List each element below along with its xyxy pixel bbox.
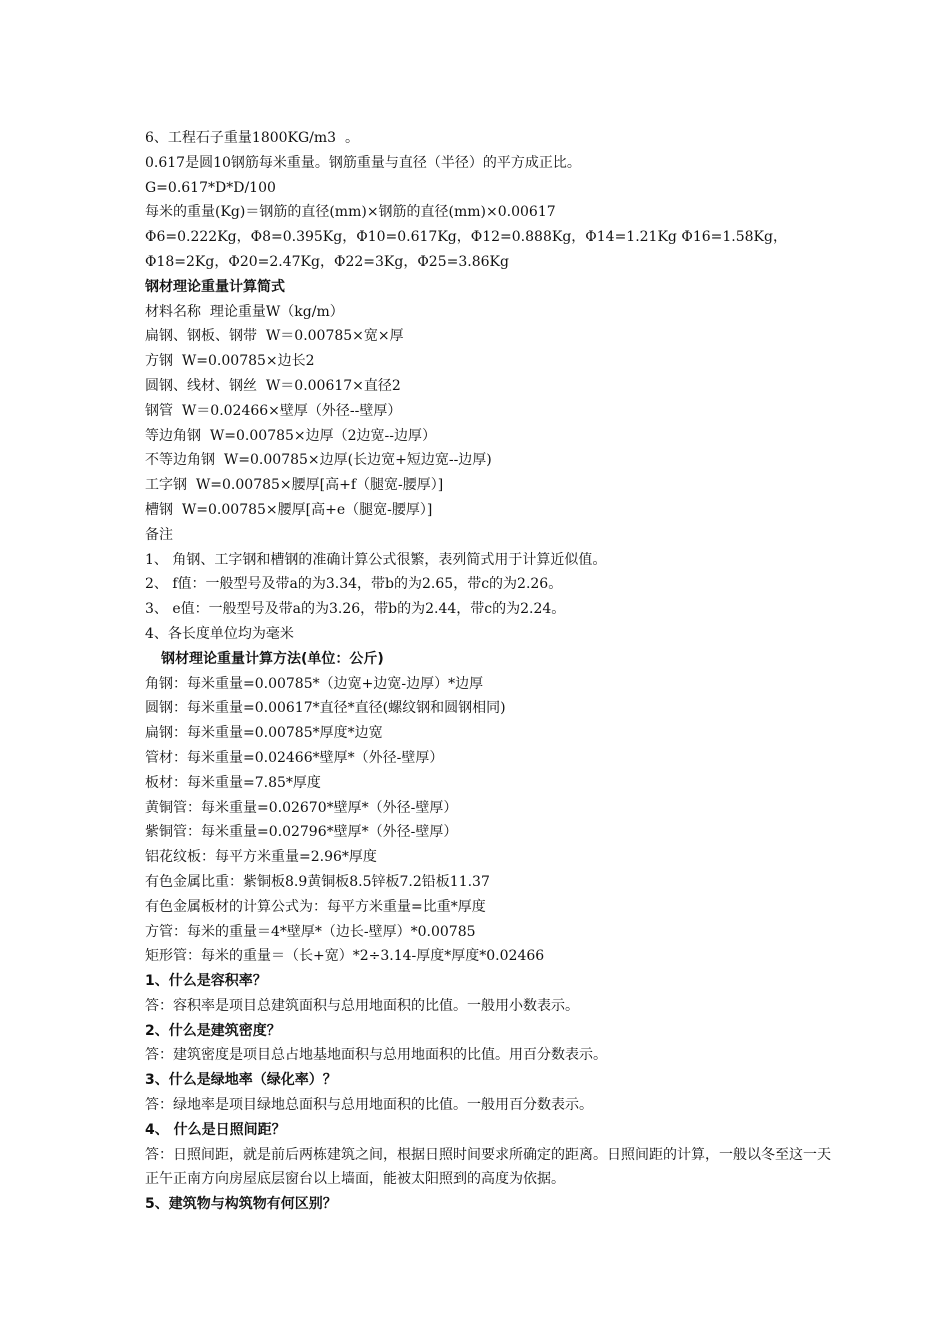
text-line: 不等边角钢 W=0.00785×边厚(长边宽+短边宽--边厚) bbox=[145, 452, 492, 469]
text-line: 2、 f值：一般型号及带a的为3.34，带b的为2.65，带c的为2.26。 bbox=[145, 576, 563, 593]
text-line: 黄铜管：每米重量=0.02670*壁厚*（外径-壁厚） bbox=[145, 799, 458, 816]
text-line: 每米的重量(Kg)＝钢筋的直径(mm)×钢筋的直径(mm)×0.00617 bbox=[145, 204, 556, 221]
section-heading: 钢材理论重量计算简式 bbox=[145, 278, 285, 295]
text-line: 答：建筑密度是项目总占地基地面积与总用地面积的比值。用百分数表示。 bbox=[145, 1047, 607, 1064]
text-line: 紫铜管：每米重量=0.02796*壁厚*（外径-壁厚） bbox=[145, 824, 458, 841]
text-line: 板材：每米重量=7.85*厚度 bbox=[145, 774, 321, 791]
text-line: 0.617是圆10钢筋每米重量。钢筋重量与直径（半径）的平方成正比。 bbox=[145, 154, 581, 171]
text-line: 备注 bbox=[145, 526, 173, 543]
text-line: 铝花纹板：每平方米重量=2.96*厚度 bbox=[145, 849, 377, 866]
section-heading: 4、 什么是日照间距？ bbox=[145, 1121, 286, 1138]
text-line: G=0.617*D*D/100 bbox=[145, 179, 276, 196]
text-line: 等边角钢 W=0.00785×边厚（2边宽--边厚） bbox=[145, 427, 437, 444]
text-line: 圆钢、线材、钢丝 W＝0.00617×直径2 bbox=[145, 377, 401, 394]
text-line: 方钢 W=0.00785×边长2 bbox=[145, 353, 315, 370]
text-line: 方管：每米的重量＝4*壁厚*（边长-壁厚）*0.00785 bbox=[145, 923, 476, 940]
text-line: 答：日照间距，就是前后两栋建筑之间，根据日照时间要求所确定的距离。日照间距的计算，一般以冬至这一天正午正南方向房屋底层窗台以上墙面，能被太阳照到的高度为依据。 bbox=[145, 1146, 831, 1188]
text-line: 槽钢 W=0.00785×腰厚[高+e（腿宽-腰厚）] bbox=[145, 501, 433, 518]
section-heading: 1、什么是容积率？ bbox=[145, 973, 267, 990]
text-line: 答：容积率是项目总建筑面积与总用地面积的比值。一般用小数表示。 bbox=[145, 997, 579, 1014]
text-line: 3、 e值：一般型号及带a的为3.26，带b的为2.44，带c的为2.24。 bbox=[145, 601, 566, 618]
section-heading: 3、什么是绿地率（绿化率）？ bbox=[145, 1072, 337, 1089]
text-line: 1、 角钢、工字钢和槽钢的准确计算公式很繁，表列简式用于计算近似值。 bbox=[145, 551, 607, 568]
text-line: 有色金属比重：紫铜板8.9黄铜板8.5锌板7.2铅板11.37 bbox=[145, 873, 490, 890]
text-line: 钢管 W＝0.02466×壁厚（外径--壁厚） bbox=[145, 402, 402, 419]
text-line: 矩形管：每米的重量＝（长+宽）*2÷3.14-厚度*厚度*0.02466 bbox=[145, 948, 545, 965]
text-line: 4、各长度单位均为毫米 bbox=[145, 625, 294, 642]
section-heading: 钢材理论重量计算方法(单位：公斤) bbox=[161, 650, 384, 667]
text-line: 有色金属板材的计算公式为：每平方米重量=比重*厚度 bbox=[145, 898, 486, 915]
text-line: 角钢：每米重量=0.00785*（边宽+边宽-边厚）*边厚 bbox=[145, 675, 484, 692]
text-line: 管材：每米重量=0.02466*壁厚*（外径-壁厚） bbox=[145, 749, 444, 766]
text-line: 6、工程石子重量1800KG/m3 。 bbox=[145, 130, 359, 146]
text-line: 工字钢 W=0.00785×腰厚[高+f（腿宽-腰厚）] bbox=[145, 477, 444, 494]
text-line: 扁钢、钢板、钢带 W＝0.00785×宽×厚 bbox=[145, 328, 404, 345]
text-line: Φ6=0.222Kg，Φ8=0.395Kg，Φ10=0.617Kg，Φ12=0.888Kg，Φ14=1.21Kg Φ16=1.58Kg，Φ18=2Kg，Φ20=2.47Kg，Φ22=3Kg，Φ25=3.86Kg bbox=[145, 229, 787, 270]
text-line: 扁钢：每米重量=0.00785*厚度*边宽 bbox=[145, 725, 383, 742]
section-heading: 2、什么是建筑密度？ bbox=[145, 1022, 281, 1039]
text-line: 答：绿地率是项目绿地总面积与总用地面积的比值。一般用百分数表示。 bbox=[145, 1097, 593, 1114]
section-heading: 5、建筑物与构筑物有何区别？ bbox=[145, 1196, 337, 1213]
text-line: 材料名称 理论重量W（kg/m） bbox=[145, 303, 344, 320]
text-line: 圆钢：每米重量=0.00617*直径*直径(螺纹钢和圆钢相同) bbox=[145, 700, 506, 717]
